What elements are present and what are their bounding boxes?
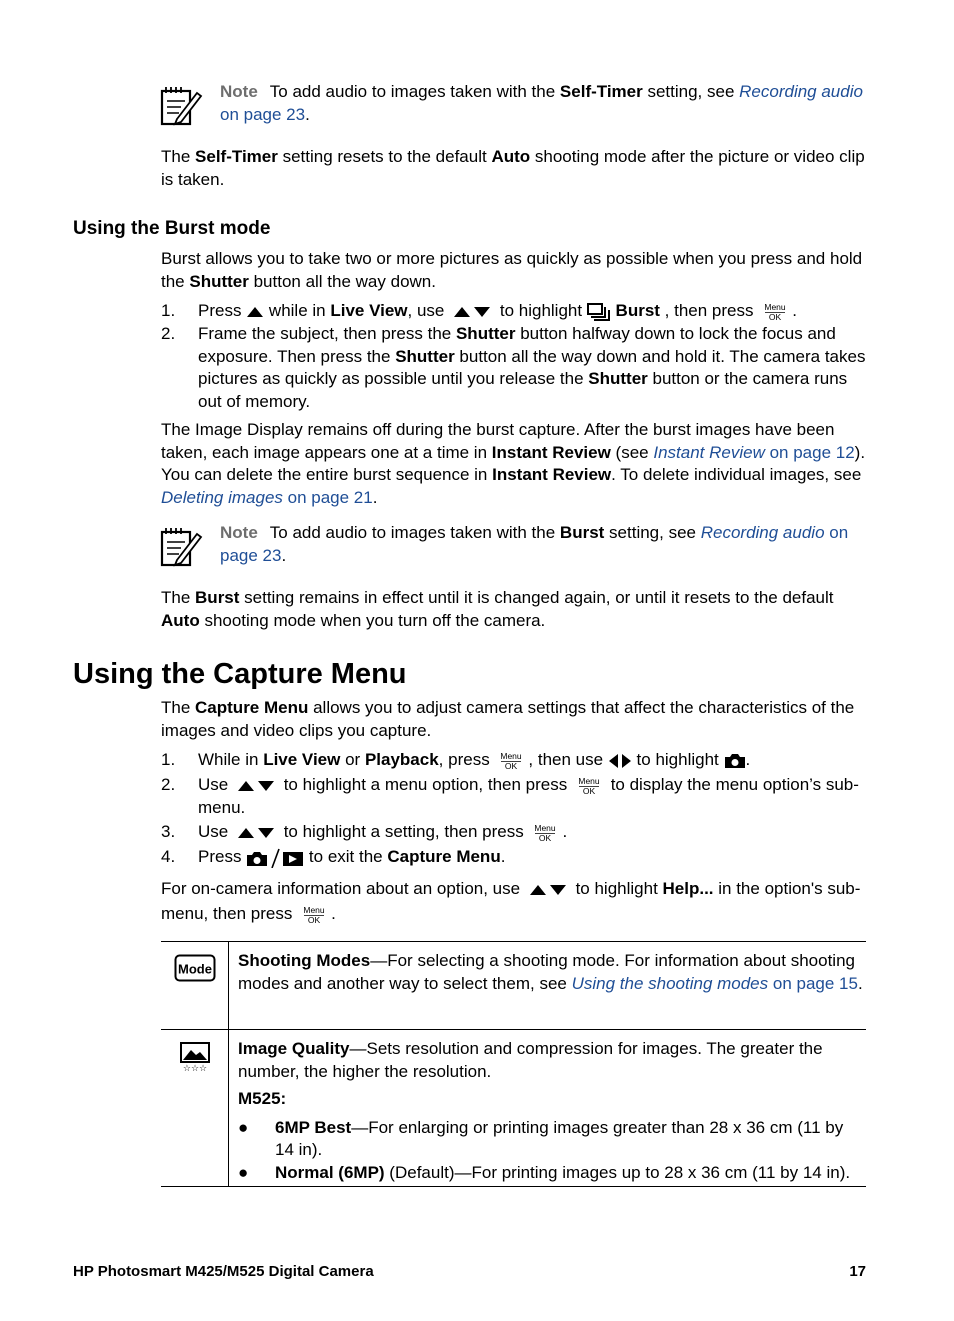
menu-ok-icon: [762, 302, 788, 322]
link-recording-audio-2[interactable]: Recording audio: [700, 523, 825, 542]
para-image-display: The Image Display remains off during the burst capture. After the burst images have been taken, each image appears one at a time in Instant Review (see Instant Review on page 12). You can delete the entire burst sequence in Instant Review. To delete individual images, see Deleting images on page 21.: [161, 420, 866, 507]
para-burst-intro: Burst allows you to take two or more pictures as quickly as possible when you press and hold the Shutter button all the way down.: [161, 249, 863, 291]
table-icon-cell: [161, 1030, 229, 1187]
svg-text:OK: OK: [505, 760, 518, 771]
link-page-21[interactable]: on page 21: [282, 487, 373, 507]
menu-ok-icon: [498, 751, 524, 771]
camera-icon: [724, 753, 746, 769]
svg-text:OK: OK: [582, 785, 596, 796]
svg-text:OK: OK: [769, 311, 782, 322]
image-quality-icon: [177, 1042, 213, 1072]
menu-ok-icon: [532, 823, 558, 843]
table-icon-cell: [161, 942, 229, 1030]
link-page-23[interactable]: on page 23: [220, 104, 306, 124]
note-selftimer: Note To add audio to images taken with the Self-Timer setting, see Recording audio on page 23.: [220, 82, 863, 124]
link-page-23-2[interactable]: on page 23: [220, 523, 849, 565]
up-down-arrows-icon: [529, 884, 567, 896]
up-down-arrows-icon: [453, 306, 491, 318]
link-page-12[interactable]: on page 12: [764, 442, 855, 462]
table-desc-cell: Image Quality—Sets resolution and compression for images. The greater the number, the higher the resolution. M525: ● 6MP Best—For enlarging or printing images greater than 28 x 36 cm (11 by 14 in). ● Normal (6MP) (Default)—For printing images up to 28 x 36 cm (11 by 14 in).: [229, 1030, 867, 1187]
page-number: 17: [849, 1263, 866, 1280]
heading-capture-menu: Using the Capture Menu: [73, 658, 407, 690]
svg-text:Menu: Menu: [534, 822, 557, 833]
mode-icon: [174, 954, 216, 982]
table-desc-cell: Shooting Modes—For selecting a shooting mode. For information about shooting modes and another way to select them, see Using the shooting modes on page 15.: [229, 942, 867, 1030]
footer-title: HP Photosmart M425/M525 Digital Camera: [73, 1263, 374, 1280]
svg-text:Menu: Menu: [303, 904, 325, 915]
svg-text:☆☆☆: ☆☆☆: [182, 1064, 207, 1072]
link-instant-review[interactable]: Instant Review: [653, 442, 765, 462]
para-selftimer-reset: The Self-Timer setting resets to the default Auto shooting mode after the picture or video clip is taken.: [161, 147, 865, 189]
svg-text:Menu: Menu: [500, 750, 523, 761]
burst-icon: [587, 303, 611, 321]
capture-menu-table: [161, 941, 866, 1187]
link-recording-audio[interactable]: Recording audio: [739, 82, 863, 101]
note-icon: [159, 525, 203, 576]
para-burst-remains: The Burst setting remains in effect until it is changed again, or until it resets to the default Auto shooting mode when you turn off the camera.: [161, 588, 834, 630]
svg-text:Menu: Menu: [578, 775, 600, 786]
heading-burst-mode: Using the Burst mode: [73, 218, 271, 239]
list-item: ● Normal (6MP) (Default)—For printing images up to 28 x 36 cm (11 by 14 in).: [238, 1162, 851, 1182]
menu-ok-icon: [301, 905, 327, 925]
up-down-arrows-icon: [237, 780, 275, 792]
svg-text:Menu: Menu: [764, 301, 786, 312]
up-arrow-icon: [246, 306, 264, 318]
note-burst: Note To add audio to images taken with the Burst setting, see Recording audio on page 23.: [220, 523, 849, 565]
svg-text:OK: OK: [307, 914, 321, 925]
left-right-arrows-icon: [608, 753, 632, 769]
table-row: [161, 942, 866, 1030]
menu-ok-icon: [576, 776, 602, 796]
svg-text:Mode: Mode: [177, 961, 212, 977]
para-capture-intro: The Capture Menu allows you to adjust camera settings that affect the characteristics of the images and video clips you capture.: [161, 698, 855, 740]
up-down-arrows-icon: [237, 827, 275, 839]
link-deleting-images[interactable]: Deleting images: [161, 487, 283, 507]
table-row: [161, 1030, 866, 1187]
link-using-shooting-modes[interactable]: Using the shooting modes: [571, 973, 769, 993]
link-page-15[interactable]: on page 15: [768, 973, 858, 993]
note-icon: [159, 84, 203, 135]
svg-text:OK: OK: [539, 832, 552, 843]
list-item: ● 6MP Best—For enlarging or printing images greater than 28 x 36 cm (11 by 14 in).: [238, 1117, 844, 1159]
camera-playback-icon: [246, 848, 304, 868]
para-help-info: For on-camera information about an option, use to highlight Help... in the option's sub-menu, then press Menu OK .: [161, 879, 861, 925]
